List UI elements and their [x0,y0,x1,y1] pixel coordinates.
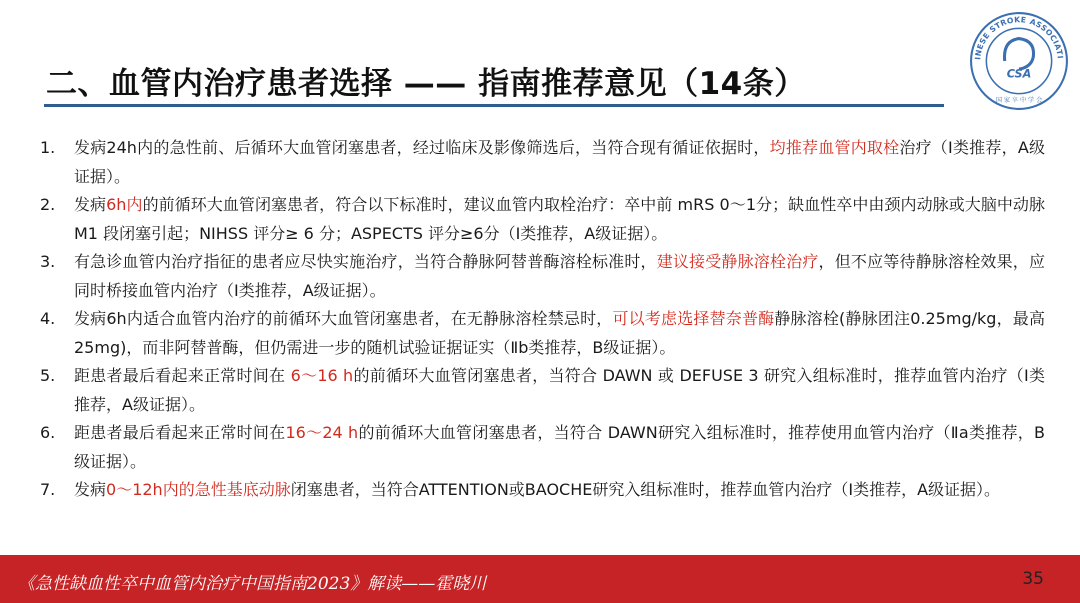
recommendation-text: 发病 [74,480,107,499]
recommendation-text: ，但不应等待静脉溶栓效果，应同时桥接血管内治疗（I类推荐，A级证据）。 [74,252,1045,300]
slide-title: 二、血管内治疗患者选择 —— 指南推荐意见（14条） [46,66,806,102]
recommendation-text: 发病24h内的急性前、后循环大血管闭塞患者，经过临床及影像筛选后，当符合现有循证依据时， [74,138,770,157]
recommendation-number: 6. [40,423,56,442]
recommendation-number: 4. [40,309,56,328]
recommendation-text: 的前循环大血管闭塞患者，符合以下标准时，建议血管内取栓治疗：卒中前 mRS 0～1分；缺血性卒中由颈内动脉或大脑中动脉 M1 段闭塞引起；NIHSS 评分≥ 6 分；ASPECTS 评分≥6分（I类推荐，A级证据）。 [74,195,1045,243]
highlighted-text: 建议接受静脉溶栓治疗 [656,252,819,271]
recommendation-item [40,191,1045,248]
logo-abbr: CSA [1006,67,1032,81]
highlighted-text: 0～12h内的急性基底动脉 [106,480,291,499]
recommendation-text: 静脉溶栓(静脉团注0.25mg/kg，最高25mg)，而非阿替普酶，但仍需进一步的随机试验证据证实（Ⅱb类推荐，B级证据）。 [74,309,1045,357]
recommendation-number: 2. [40,195,56,214]
recommendation-text: 的前循环大血管闭塞患者，当符合 DAWN研究入组标准时，推荐使用血管内治疗（Ⅱa类推荐，B级证据）。 [74,423,1045,471]
recommendation-number: 7. [40,480,56,499]
csa-logo [968,10,1070,112]
recommendation-item [40,134,1045,191]
logo-bottom-text: 国 家 卒 中 学 会 [995,96,1043,104]
recommendation-item [40,362,1045,419]
highlighted-text: 16～24 h [285,423,359,442]
highlighted-text: 均推荐血管内取栓 [769,138,900,157]
recommendation-list [40,134,1045,505]
recommendation-item [40,305,1045,362]
recommendation-number: 5. [40,366,56,385]
recommendation-item [40,248,1045,305]
recommendation-text: 有急诊血管内治疗指征的患者应尽快实施治疗，当符合静脉阿替普酶溶栓标准时， [74,252,657,271]
logo-ring-text: INESE STROKE ASSOCIATI [973,15,1065,61]
highlighted-text: 6h内 [106,195,143,214]
recommendation-item [40,476,1045,505]
recommendation-text: 距患者最后看起来正常时间在 [74,423,286,442]
footer-title: 《急性缺血性卒中血管内治疗中国指南2023》解读——霍晓川 [18,574,487,594]
recommendation-text: 发病 [74,195,107,214]
highlighted-text: 6～16 h [290,366,354,385]
page-number: 35 [1022,569,1044,589]
recommendation-text: 闭塞患者，当符合ATTENTION或BAOCHE研究入组标准时，推荐血管内治疗（I类推荐，A级证据）。 [290,480,1001,499]
footer-bar [0,555,1080,603]
highlighted-text: 可以考虑选择替奈普酶 [612,309,775,328]
recommendation-number: 3. [40,252,56,271]
recommendation-number: 1. [40,138,56,157]
recommendation-text: 的前循环大血管闭塞患者，当符合 DAWN 或 DEFUSE 3 研究入组标准时，推荐血管内治疗（I类推荐，A级证据）。 [74,366,1045,414]
recommendation-item [40,419,1045,476]
title-divider [44,104,944,107]
csa-logo-icon [968,10,1070,112]
recommendation-text: 治疗（I类推荐，A级证据）。 [74,138,1045,186]
recommendation-text: 距患者最后看起来正常时间在 [74,366,291,385]
recommendation-text: 发病6h内适合血管内治疗的前循环大血管闭塞患者，在无静脉溶栓禁忌时， [74,309,613,328]
